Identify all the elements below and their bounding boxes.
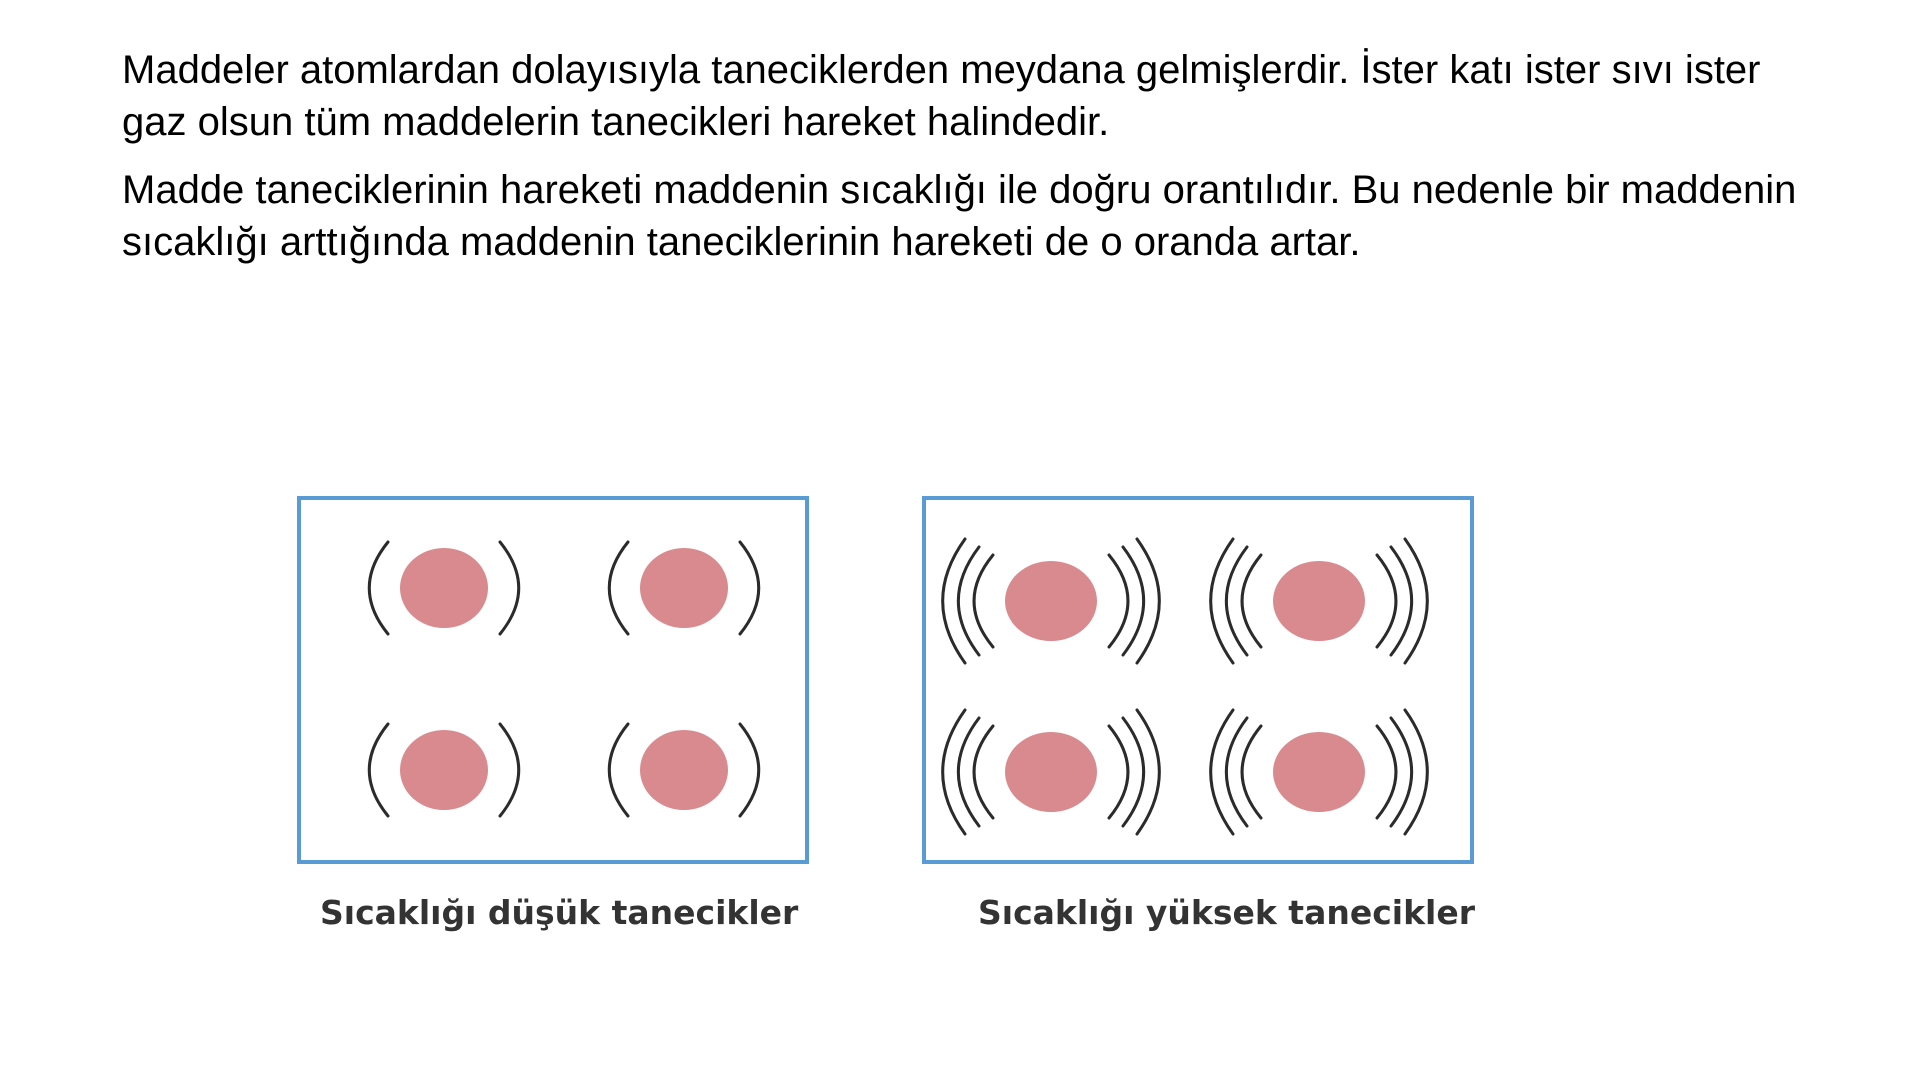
- high-temperature-panel: [922, 496, 1474, 864]
- particle: [400, 548, 488, 628]
- low-temperature-particles: [301, 500, 805, 860]
- particle-group: [369, 724, 518, 816]
- high-temperature-caption: Sıcaklığı yüksek tanecikler: [978, 893, 1476, 932]
- motion-arc: [958, 547, 979, 655]
- motion-arc: [1109, 726, 1128, 818]
- motion-arc: [1226, 547, 1247, 655]
- motion-arc: [1109, 555, 1128, 647]
- motion-arc: [1242, 555, 1261, 647]
- motion-arc: [740, 724, 759, 816]
- particle-group: [369, 542, 518, 634]
- paragraph-1: Maddeler atomlardan dolayısıyla taneciklerden meydana gelmişlerdir. İster katı ister sıvı ister gaz olsun tüm maddelerin tanecikleri hareket halindedir.: [122, 48, 1761, 144]
- motion-arc: [1226, 718, 1247, 826]
- particle: [1273, 561, 1365, 641]
- motion-arc: [609, 542, 628, 634]
- particle-group: [943, 710, 1160, 834]
- particle-group: [609, 542, 758, 634]
- slide-text: [122, 44, 1822, 284]
- particle-group: [1211, 710, 1428, 834]
- paragraph-2: Madde taneciklerinin hareketi maddenin sıcaklığı ile doğru orantılıdır. Bu nedenle bir maddenin sıcaklığı arttığında maddenin taneciklerinin hareketi de o oranda artar.: [122, 168, 1797, 264]
- motion-arc: [500, 724, 519, 816]
- motion-arc: [1405, 539, 1427, 663]
- motion-arc: [1211, 539, 1233, 663]
- motion-arc: [1391, 547, 1412, 655]
- particle-group: [1211, 539, 1428, 663]
- motion-arc: [369, 724, 388, 816]
- motion-arc: [1242, 726, 1261, 818]
- motion-arc: [1137, 539, 1159, 663]
- motion-arc: [1137, 710, 1159, 834]
- particle-group: [609, 724, 758, 816]
- motion-arc: [1377, 726, 1396, 818]
- motion-arc: [500, 542, 519, 634]
- particle: [1005, 561, 1097, 641]
- particle: [1273, 732, 1365, 812]
- motion-arc: [958, 718, 979, 826]
- motion-arc: [943, 710, 965, 834]
- motion-arc: [1391, 718, 1412, 826]
- motion-arc: [1211, 710, 1233, 834]
- motion-arc: [740, 542, 759, 634]
- motion-arc: [974, 726, 993, 818]
- motion-arc: [1123, 547, 1144, 655]
- low-temperature-caption: Sıcaklığı düşük tanecikler: [320, 893, 799, 932]
- motion-arc: [1377, 555, 1396, 647]
- particle: [640, 730, 728, 810]
- particle: [1005, 732, 1097, 812]
- particle-group: [943, 539, 1160, 663]
- low-temperature-panel: [297, 496, 809, 864]
- motion-arc: [974, 555, 993, 647]
- particle: [400, 730, 488, 810]
- motion-arc: [609, 724, 628, 816]
- motion-arc: [943, 539, 965, 663]
- high-temperature-particles: [926, 500, 1470, 860]
- particle: [640, 548, 728, 628]
- motion-arc: [1405, 710, 1427, 834]
- motion-arc: [369, 542, 388, 634]
- motion-arc: [1123, 718, 1144, 826]
